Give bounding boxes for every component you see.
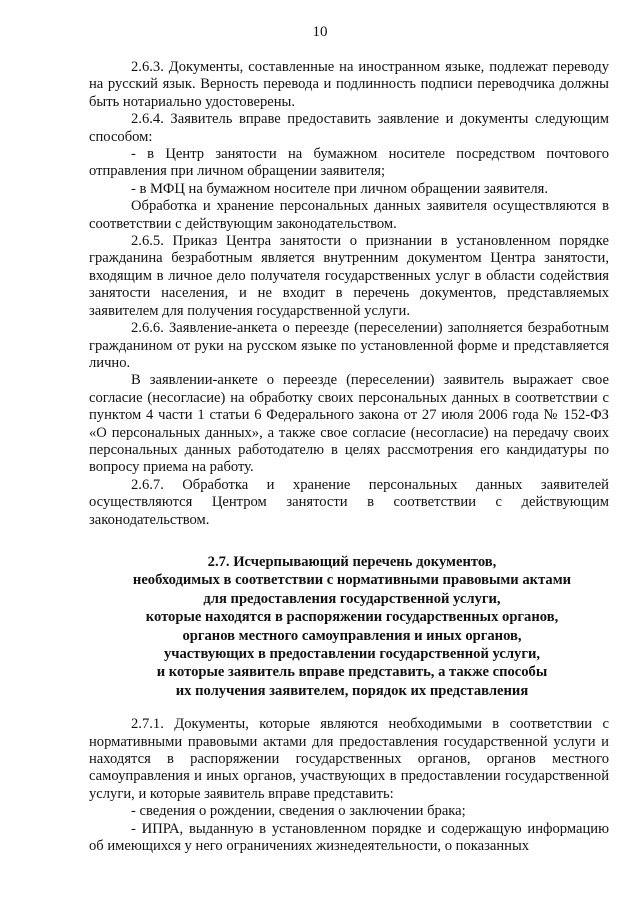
heading-line: участвующих в предоставлении государственной услуги, xyxy=(163,646,541,662)
list-item-birth-marriage: - сведения о рождении, сведения о заключении брака; xyxy=(131,803,466,820)
paragraph-2-7-1: 2.7.1. Документы, которые являются необходимыми в соответствии с нормативными правовыми актами для предоставления государственной услуги и находятся в распоряжении государственных органов, органов местного самоуправления и иных органов, участвующих в предоставлении государственной услуги, и которые заявитель вправе представить: xyxy=(89,716,609,802)
section-heading-2-7 xyxy=(89,553,609,700)
list-item-employment-center: - в Центр занятости на бумажном носителе посредством почтового отправления при личном обращении заявителя; xyxy=(89,146,609,180)
paragraph-2-6-6: 2.6.6. Заявление-анкета о переезде (переселении) заполняется безработным гражданином от руки на русском языке по установленной форме и представляется лично. xyxy=(89,320,609,371)
paragraph-2-6-5: 2.6.5. Приказ Центра занятости о признании в установленном порядке гражданина безработным является внутренним документом Центра занятости, входящим в личное дело получателя государственных услуг в области содействия занятости населения, и не входит в перечень документов, представляемых заявителем для получения государственной услуги. xyxy=(89,233,609,319)
heading-line: для предоставления государственной услуги, xyxy=(203,590,501,607)
paragraph-2-6-3: 2.6.3. Документы, составленные на иностранном языке, подлежат переводу на русский язык. Верность перевода и подлинность подписи переводчика должны быть нотариально удостоверены. xyxy=(89,59,609,110)
heading-line: органов местного самоуправления и иных органов, xyxy=(182,627,522,644)
document-body xyxy=(89,59,609,855)
heading-line: 2.7. Исчерпывающий перечень документов, xyxy=(207,553,497,570)
heading-line: и которые заявитель вправе представить, а также способы xyxy=(156,664,548,681)
heading-line: их получения заявителем, порядок их представления xyxy=(175,682,529,699)
list-item-mfc: - в МФЦ на бумажном носителе при личном обращении заявителя. xyxy=(131,180,549,197)
paragraph-consent: В заявлении-анкете о переезде (переселении) заявитель выражает свое согласие (несогласие) на обработку своих персональных данных в соответствии с пунктом 4 части 1 статьи 6 Федерального закона от 27 июля 2006 года № 152-ФЗ «О персональных данных», а также свое согласие (несогласие) на передачу своих персональных данных работодателю в целях рассмотрения его кандидатуры по вопросу приема на работу. xyxy=(89,372,609,476)
paragraph-2-6-4: 2.6.4. Заявитель вправе предоставить заявление и документы следующим способом: xyxy=(89,111,609,145)
heading-line: которые находятся в распоряжении государственных органов, xyxy=(145,609,559,626)
list-item-ipra: - ИПРА, выданную в установленном порядке и содержащую информацию об имеющихся у него ограничениях жизнедеятельности, о показанных xyxy=(89,820,609,855)
paragraph-2-6-7: 2.6.7. Обработка и хранение персональных данных заявителей осуществляются Центром занятости в соответствии с действующим законодательством. xyxy=(89,476,609,528)
heading-line: необходимых в соответствии с нормативными правовыми актами xyxy=(132,572,572,589)
paragraph-data-processing: Обработка и хранение персональных данных заявителя осуществляются в соответствии с действующим законодательством. xyxy=(89,198,609,232)
page-number: 10 xyxy=(312,24,328,40)
